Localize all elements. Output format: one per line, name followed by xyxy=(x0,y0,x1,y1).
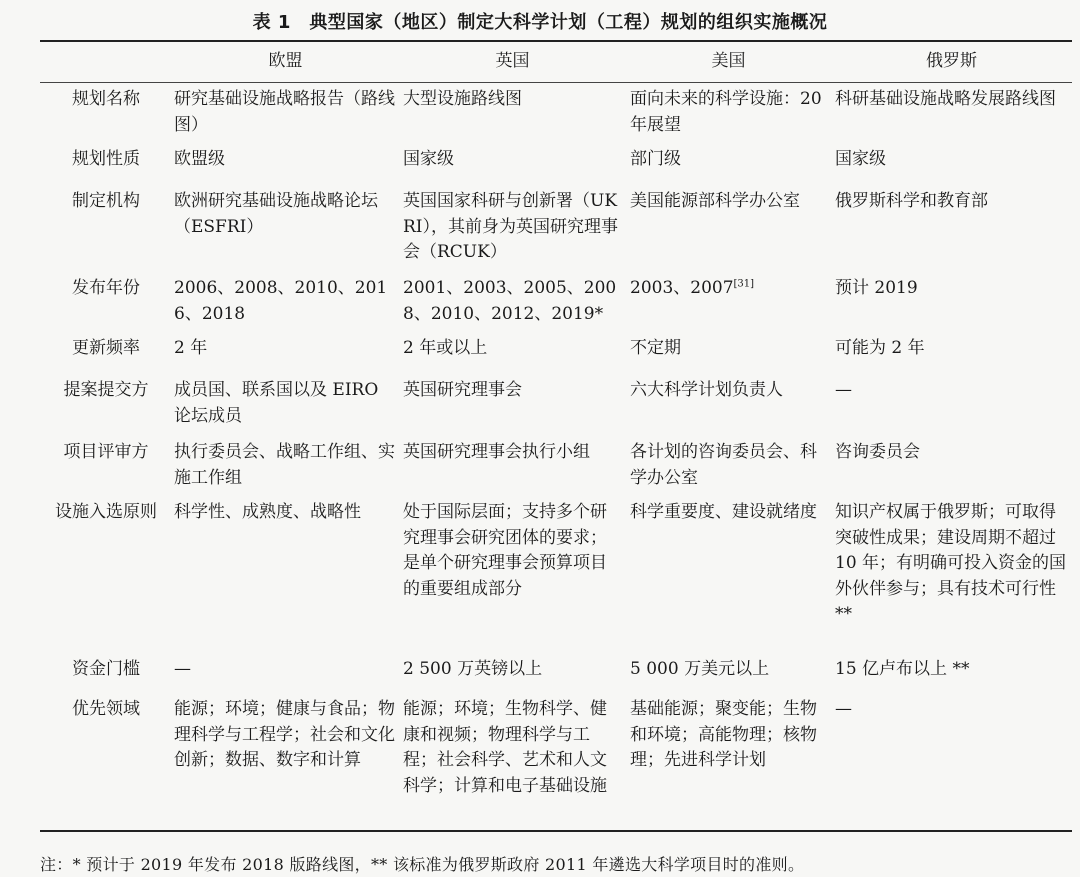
cell-eu: 能源；环境；健康与食品；物理科学与工程学；社会和文化创新；数据、数字和计算 xyxy=(174,699,395,770)
cell-uk: 2001、2003、2005、2008、2010、2012、2019* xyxy=(403,278,617,324)
table-row-plan-name xyxy=(40,83,1072,143)
cell-russia: 咨询委员会 xyxy=(835,442,920,462)
row-label: 规划名称 xyxy=(72,89,140,109)
cell-uk: 英国研究理事会 xyxy=(403,380,522,400)
cell-uk: 英国国家科研与创新署（UKRI），其前身为英国研究理事会（RCUK） xyxy=(403,191,619,262)
cell-uk: 大型设施路线图 xyxy=(403,89,522,109)
row-label: 发布年份 xyxy=(72,278,140,298)
row-label: 规划性质 xyxy=(72,149,140,169)
comparison-table xyxy=(40,40,1072,832)
row-label: 更新频率 xyxy=(72,338,140,358)
cell-russia: 科研基础设施战略发展路线图 xyxy=(835,89,1056,109)
cell-eu: 研究基础设施战略报告（路线图） xyxy=(174,89,395,135)
table-row-priority-fields xyxy=(40,693,1072,830)
cell-eu: 执行委员会、战略工作组、实施工作组 xyxy=(174,442,395,488)
cell-us: 不定期 xyxy=(630,338,681,358)
cell-eu: 2 年 xyxy=(174,338,208,358)
header-cell-uk: 英国 xyxy=(495,51,530,72)
cell-us: 面向未来的科学设施：20 年展望 xyxy=(630,89,822,135)
cell-us: 美国能源部科学办公室 xyxy=(630,191,800,211)
cell-us: 基础能源；聚变能；生物和环境；高能物理；核物理；先进科学计划 xyxy=(630,699,817,770)
cell-us xyxy=(626,272,831,335)
reference-marker: [31] xyxy=(733,278,755,290)
table-row-selection-criteria xyxy=(40,496,1072,653)
table-row-proposer xyxy=(40,374,1072,436)
table-row-plan-nature xyxy=(40,143,1072,185)
table-row-release-year xyxy=(40,272,1072,332)
cell-russia: 可能为 2 年 xyxy=(835,338,925,358)
cell-us-text: 2003、2007 xyxy=(630,278,734,298)
row-label: 设施入选原则 xyxy=(55,502,157,522)
cell-uk: 2 500 万英镑以上 xyxy=(403,659,543,679)
row-label: 提案提交方 xyxy=(63,380,149,400)
cell-eu: 成员国、联系国以及 EIRO 论坛成员 xyxy=(174,380,379,426)
header-cell-us: 美国 xyxy=(711,51,746,72)
cell-eu: 欧盟级 xyxy=(174,149,225,169)
row-label: 资金门槛 xyxy=(72,659,140,679)
cell-uk: 2 年或以上 xyxy=(403,338,488,358)
table-title: 表 1 典型国家（地区）制定大科学计划（工程）规划的组织实施概况 xyxy=(252,12,828,33)
cell-uk: 国家级 xyxy=(403,149,454,169)
cell-russia: 15 亿卢布以上 ** xyxy=(835,659,970,679)
cell-eu: 科学性、成熟度、战略性 xyxy=(174,502,361,522)
cell-us: 科学重要度、建设就绪度 xyxy=(630,502,817,522)
cell-us: 各计划的咨询委员会、科学办公室 xyxy=(630,442,817,488)
cell-us: 六大科学计划负责人 xyxy=(630,380,783,400)
cell-russia: 俄罗斯科学和教育部 xyxy=(835,191,988,211)
cell-us: 5 000 万美元以上 xyxy=(630,659,770,679)
cell-russia: 预计 2019 xyxy=(835,278,918,298)
cell-russia: 国家级 xyxy=(835,149,886,169)
table-row-update-frequency xyxy=(40,332,1072,374)
header-cell-eu: 欧盟 xyxy=(268,51,303,72)
cell-uk: 处于国际层面；支持多个研究理事会研究团体的要求；是单个研究理事会预算项目的重要组成部分 xyxy=(403,502,607,599)
cell-russia: — xyxy=(835,699,852,719)
cell-uk: 英国研究理事会执行小组 xyxy=(403,442,590,462)
cell-russia: 知识产权属于俄罗斯；可取得突破性成果；建设周期不超过 10 年；有明确可投入资金的国外伙伴参与；具有技术可行性 ** xyxy=(835,502,1067,624)
table-row-organization xyxy=(40,185,1072,272)
row-label: 项目评审方 xyxy=(63,442,149,462)
cell-eu: 欧洲研究基础设施战略论坛（ESFRI） xyxy=(174,191,378,237)
cell-uk: 能源；环境；生物科学、健康和视频；物理科学与工程；社会科学、艺术和人文科学；计算和电子基础设施 xyxy=(403,699,607,796)
table-row-funding-threshold xyxy=(40,653,1072,693)
table-footnote: 注：* 预计于 2019 年发布 2018 版路线图，** 该标准为俄罗斯政府 2011 年遴选大科学项目时的准则。 xyxy=(40,855,805,874)
cell-eu: 2006、2008、2010、2016、2018 xyxy=(174,278,388,324)
cell-eu: — xyxy=(174,659,191,679)
table-header-row xyxy=(40,42,1072,83)
table-row-reviewer xyxy=(40,436,1072,496)
header-cell-russia: 俄罗斯 xyxy=(926,51,977,72)
row-label: 制定机构 xyxy=(72,191,140,211)
row-label: 优先领域 xyxy=(72,699,140,719)
cell-us: 部门级 xyxy=(630,149,681,169)
cell-russia: — xyxy=(835,380,852,400)
